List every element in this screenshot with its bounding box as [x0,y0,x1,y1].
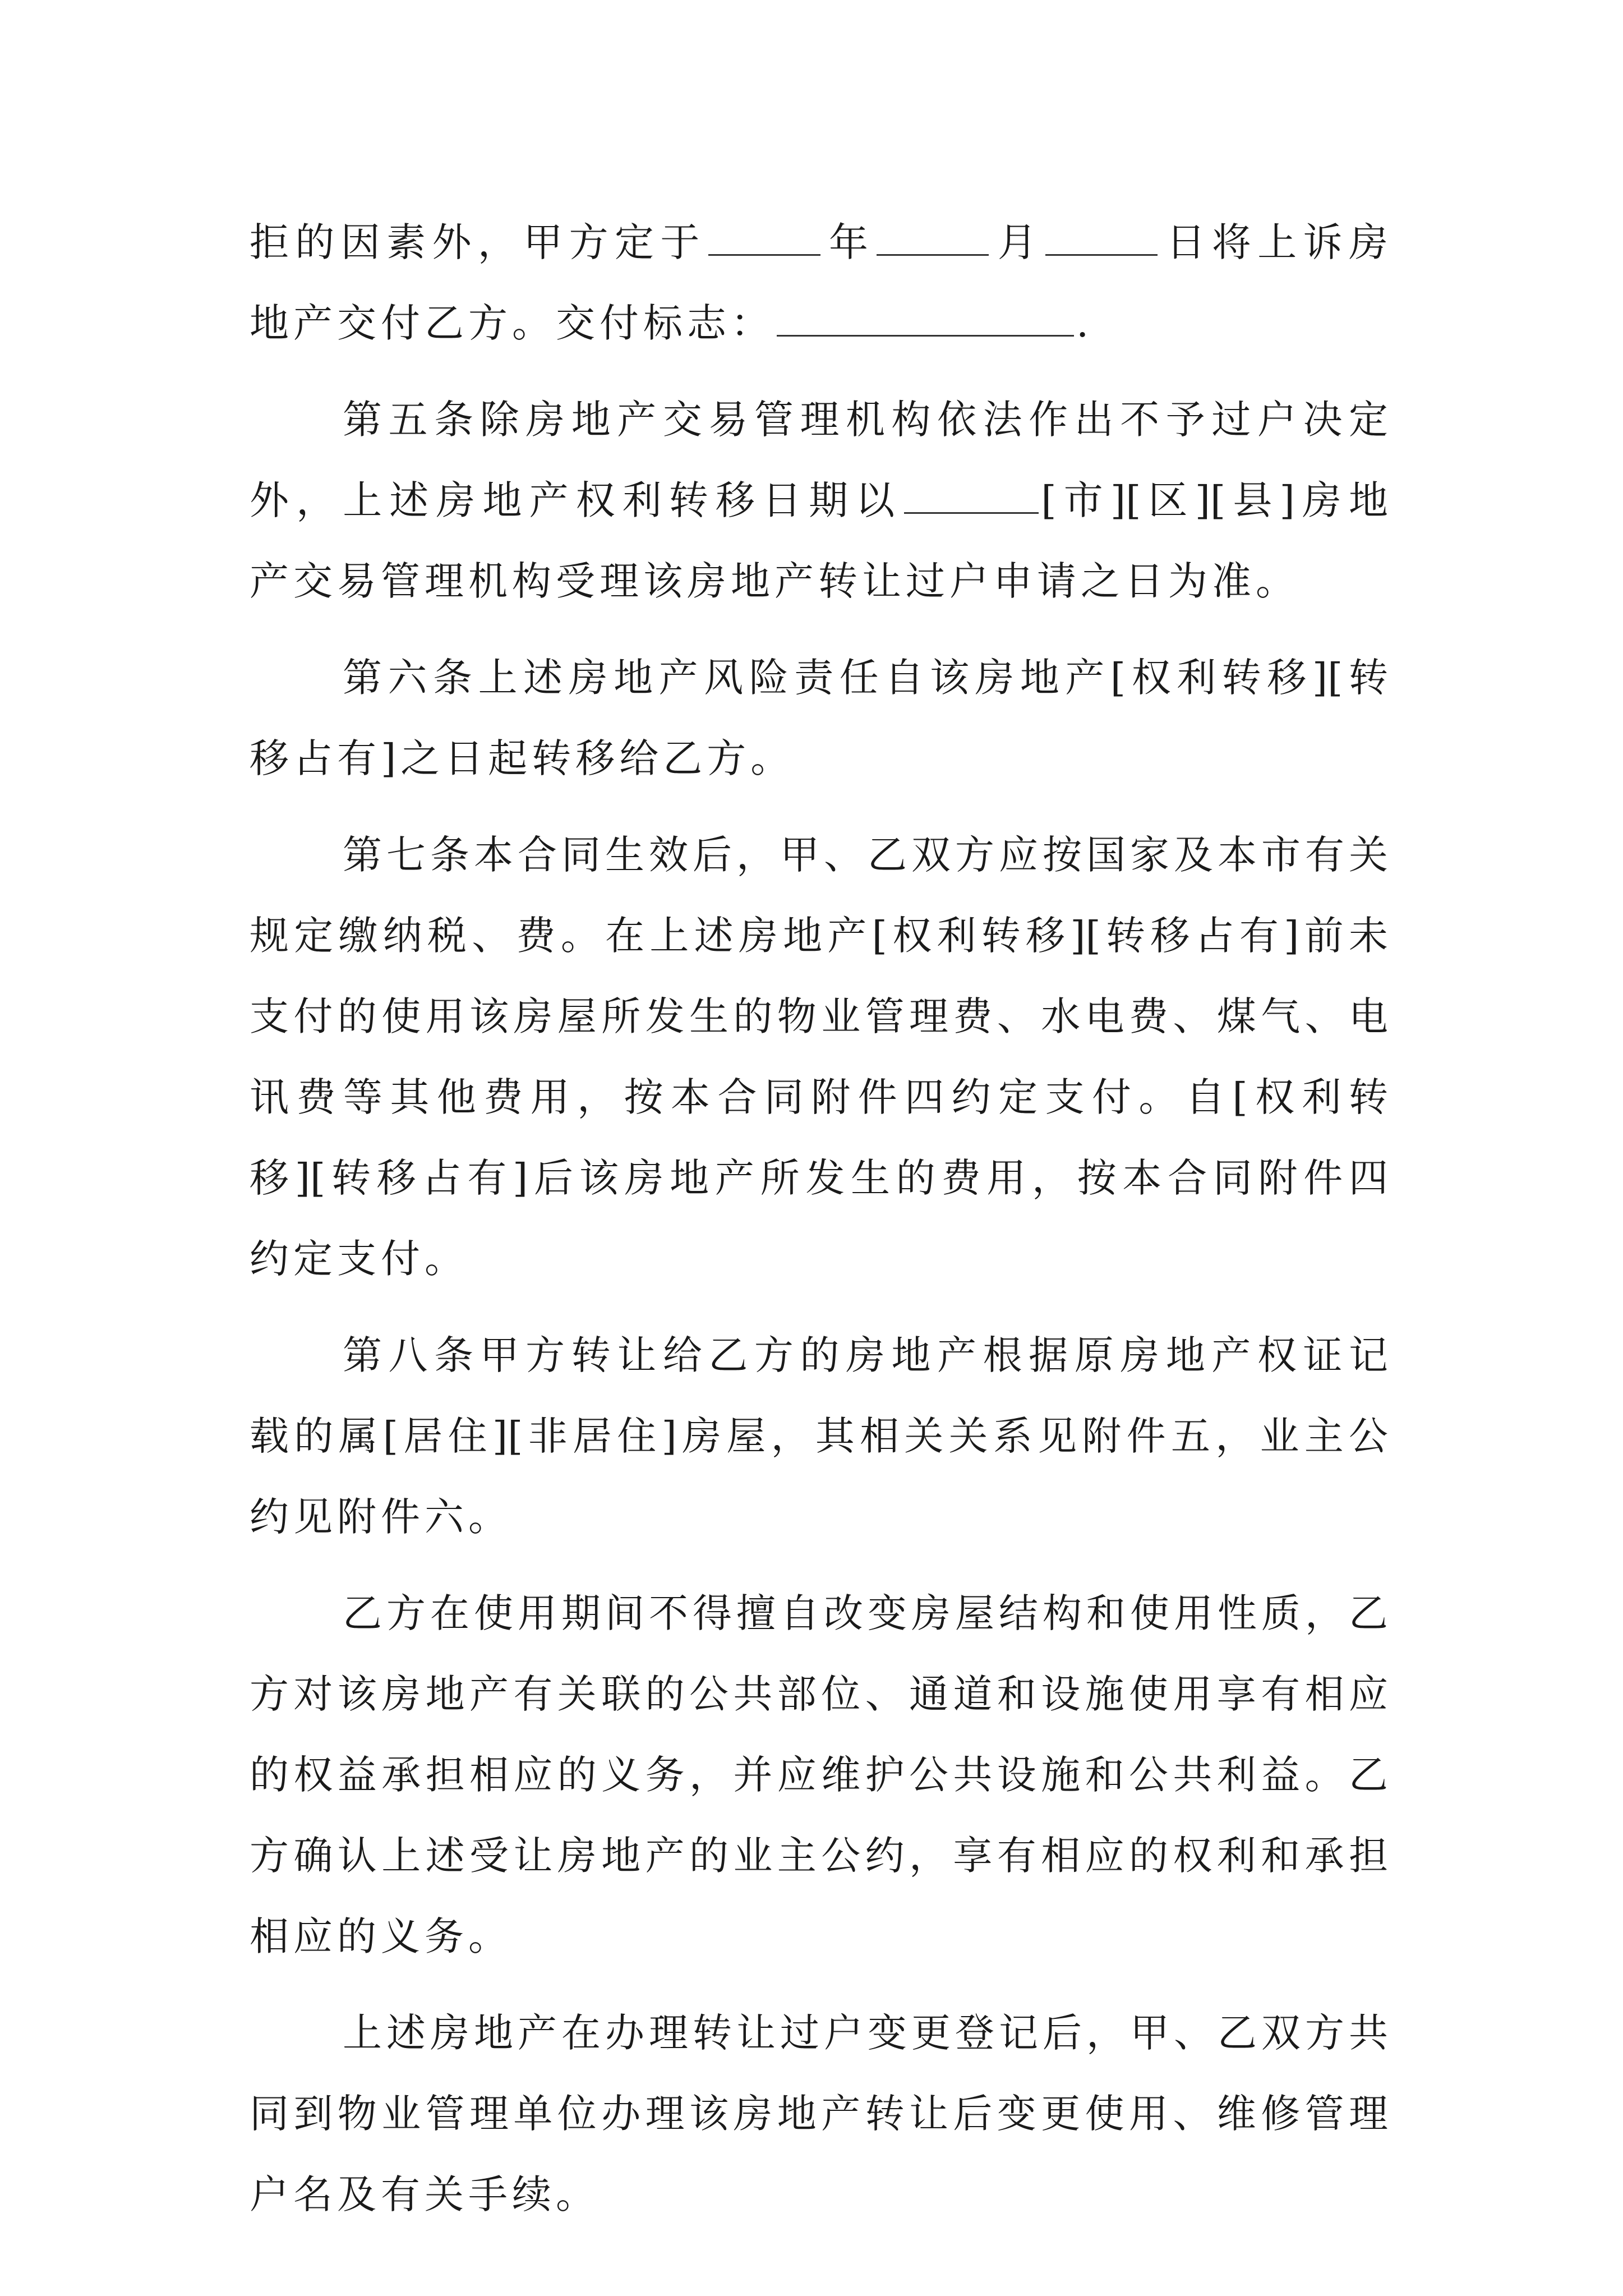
year-blank [708,215,820,256]
text-line: 同到物业管理单位办理该房地产转让后变更使用、维修管理 [250,2091,1388,2137]
text-line: 移占有]之日起转移给乙方。 [250,735,795,781]
text-line: 户名及有关手续。 [250,2171,600,2217]
text-line: 拒的因素外，甲方定于 年 月 日将上诉房 [250,202,1388,283]
text-line: 乙方在使用期间不得擅自改变房屋结构和使用性质，乙 [343,1590,1388,1636]
text-line: 方确认上述受让房地产的业主公约，享有相应的权利和承担 [250,1833,1388,1879]
text-line: 方对该房地产有关联的公共部位、通道和设施使用享有相应 [250,1671,1388,1717]
text-line: 第七条本合同生效后，甲、乙双方应按国家及本市有关 [343,832,1388,878]
text-line: 移][转移占有]后该房地产所发生的费用，按本合同附件四 [250,1155,1388,1201]
text-line: 第八条甲方转让给乙方的房地产根据原房地产权证记 [343,1332,1388,1378]
text-line: 支付的使用该房屋所发生的物业管理费、水电费、煤气、电 [250,993,1388,1039]
text-line: 产交易管理机构受理该房地产转让过户申请之日为准。 [250,558,1299,604]
article-five [250,379,1388,622]
text-line: 第五条除房地产交易管理机构依法作出不予过户决定 [343,397,1388,443]
article-seven [250,815,1388,1299]
text-line: 规定缴纳税、费。在上述房地产[权利转移][转移占有]前未 [250,913,1388,959]
text-line: 地产交付乙方。交付标志： . [250,283,1388,364]
text-line: 上述房地产在办理转让过户变更登记后，甲、乙双方共 [343,2010,1388,2056]
paragraph-property-management [250,1993,1388,2235]
text-line: 约定支付。 [250,1236,468,1282]
text-line: 载的属[居住][非居住]房屋，其相关关系见附件五，业主公 [250,1413,1388,1459]
contract-page [250,202,1388,2235]
text-line: 约见附件六。 [250,1494,512,1540]
text-line: 相应的义务。 [250,1913,512,1959]
text-line: 讯费等其他费用，按本合同附件四约定支付。自[权利转 [250,1074,1388,1120]
month-blank [877,215,989,256]
day-blank [1045,215,1158,256]
text-line: 第六条上述房地产风险责任自该房地产[权利转移][转 [343,655,1388,701]
text-line: 外，上述房地产权利转移日期以 [市][区][县]房地 [250,460,1388,541]
registry-blank [904,473,1039,514]
article-eight [250,1315,1388,1557]
article-six [250,637,1388,799]
text-line: 的权益承担相应的义务，并应维护公共设施和公共利益。乙 [250,1752,1388,1798]
paragraph-delivery-date [250,202,1388,364]
delivery-mark-blank [777,296,1074,337]
paragraph-usage-obligations [250,1573,1388,1977]
